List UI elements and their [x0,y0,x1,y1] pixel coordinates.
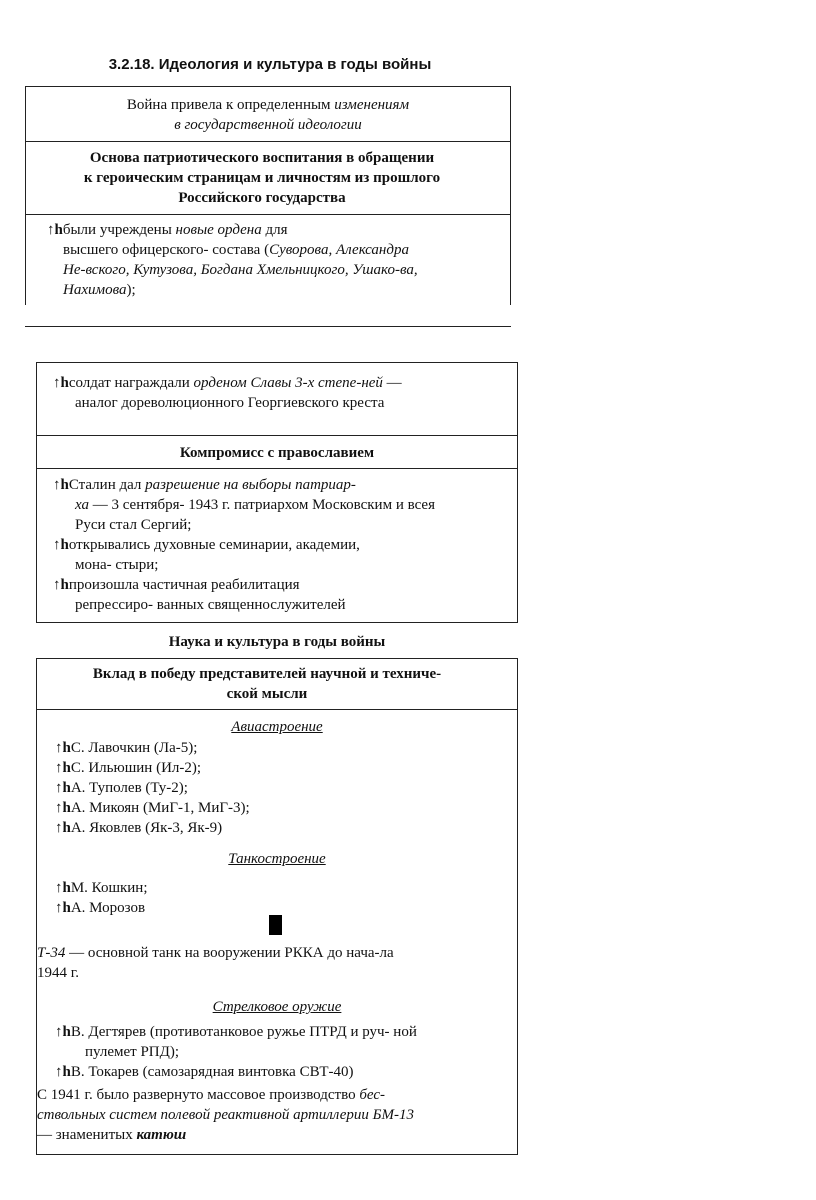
arrow-bullet-icon: ↑h [55,900,71,916]
list-item [55,1062,505,1082]
text: солдат награждали [68,375,194,391]
ideology-change-plain: Война привела к определенным [126,97,335,113]
science-title: Наука и культура в годы войны [168,634,386,650]
list-item [53,475,515,535]
text: орденом Славы 3-х степе-ней [193,375,383,391]
patriotic-basis-heading [42,148,482,208]
arrow-bullet-icon: ↑h [53,537,69,553]
science-heading-box [36,658,518,710]
t34-text [37,943,497,983]
section-title: 3.2.18. Идеология и культура в годы войны [108,56,432,73]
patriotic-basis-box [25,141,511,215]
small-arms-list [55,1022,505,1082]
text: М. Кошкин; [70,880,148,896]
list-item [55,878,148,898]
heading-line: к героическим страницам и личностям из прошлого [83,170,441,186]
arrow-bullet-icon: ↑h [53,577,69,593]
list-item [55,818,250,838]
text: Нахимова [63,282,127,298]
text: С 1941 г. было развернуто массовое производство [37,1087,360,1103]
small-arms-subheading: Стрелковое оружие [212,999,342,1015]
text: Суворова, Александра [269,242,409,258]
heading-line: ской мысли [226,686,308,702]
heading-line: Основа патриотического воспитания в обращении [89,150,435,166]
ideology-change-italic: изменениям [334,97,410,113]
text: А. Туполев (Ту-2); [70,780,188,796]
text: высшего офицерского- состава ( [63,242,270,258]
black-marker [269,915,282,935]
list-item [53,535,515,575]
list-item [55,758,250,778]
list-item [53,575,515,615]
text: А. Микоян (МиГ-1, МиГ-3); [70,800,250,816]
arrow-bullet-icon: ↑h [55,880,71,896]
text: открывались духовные семинарии, академии, [68,537,360,553]
ideology-change-text [26,95,510,135]
text: Не-вского, Кутузова, Богдана Хмельницкого, Ушако-ва, [63,262,418,278]
arrow-bullet-icon: ↑h [55,800,71,816]
text: произошла частичная реабилитация [68,577,300,593]
aviation-subheading: Авиастроение [231,719,323,735]
divider [25,326,511,327]
text: пулемет РПД); [85,1044,180,1060]
list-item [55,898,148,918]
orthodoxy-heading: Компромисс с православием [179,445,375,461]
katyusha-text [37,1085,503,1145]
arrow-bullet-icon: ↑h [55,1064,71,1080]
text: были учреждены [62,222,176,238]
list-item [55,798,250,818]
text: 1944 г. [37,965,79,981]
tank-list [55,878,148,918]
text: аналог дореволюционного Георгиевского креста [75,395,385,411]
arrow-bullet-icon: ↑h [55,760,71,776]
glory-order-box [36,362,518,436]
text: А. Яковлев (Як-3, Як-9) [70,820,223,836]
list-item [55,1022,505,1062]
text: репрессиро- ванных священнослужителей [75,597,346,613]
text: мона- стыри; [75,557,159,573]
list-item [55,778,250,798]
orthodoxy-list [53,475,515,615]
list-item [25,220,511,300]
tank-subheading: Танкостроение [228,851,326,867]
orthodoxy-list-box [36,468,518,623]
text: В. Токарев (самозарядная винтовка СВТ-40) [70,1064,354,1080]
text: ха [75,497,89,513]
text: В. Дегтярев (противотанковое ружье ПТРД и руч- ной [70,1024,417,1040]
arrow-bullet-icon: ↑h [55,1024,71,1040]
text: бес- [359,1087,385,1103]
text: Т-34 [37,945,66,961]
text: А. Морозов [70,900,146,916]
heading-line: Российского государства [178,190,346,206]
arrow-bullet-icon: ↑h [47,222,63,238]
science-heading [37,664,497,704]
text: — знаменитых [37,1127,137,1143]
text: ); [126,282,136,298]
glory-order-item [53,373,513,413]
text: Руси стал Сергий; [75,517,192,533]
text: ствольных систем полевой реактивной артиллерии БМ-13 [37,1107,414,1123]
text: — [382,375,402,391]
text: катюш [136,1127,187,1143]
text: новые ордена [175,222,262,238]
list-item [55,738,250,758]
text: Сталин дал [68,477,146,493]
arrow-bullet-icon: ↑h [55,740,71,756]
arrow-bullet-icon: ↑h [55,820,71,836]
text: С. Ильюшин (Ил-2); [70,760,202,776]
text: для [261,222,288,238]
orders-list [25,220,511,300]
ideology-change-italic-2: в государственной идеологии [174,117,362,133]
text: С. Лавочкин (Ла-5); [70,740,198,756]
heading-line: Вклад в победу представителей научной и техниче- [92,666,442,682]
text: разрешение на выборы патриар- [145,477,356,493]
text: — 3 сентября- 1943 г. патриархом Московским и всея [88,497,435,513]
arrow-bullet-icon: ↑h [53,375,69,391]
arrow-bullet-icon: ↑h [53,477,69,493]
orthodoxy-heading-box [36,435,518,469]
arrow-bullet-icon: ↑h [55,780,71,796]
ideology-change-box [25,86,511,142]
aviation-list [55,738,250,838]
text: — основной танк на вооружении РККА до нача-ла [65,945,394,961]
